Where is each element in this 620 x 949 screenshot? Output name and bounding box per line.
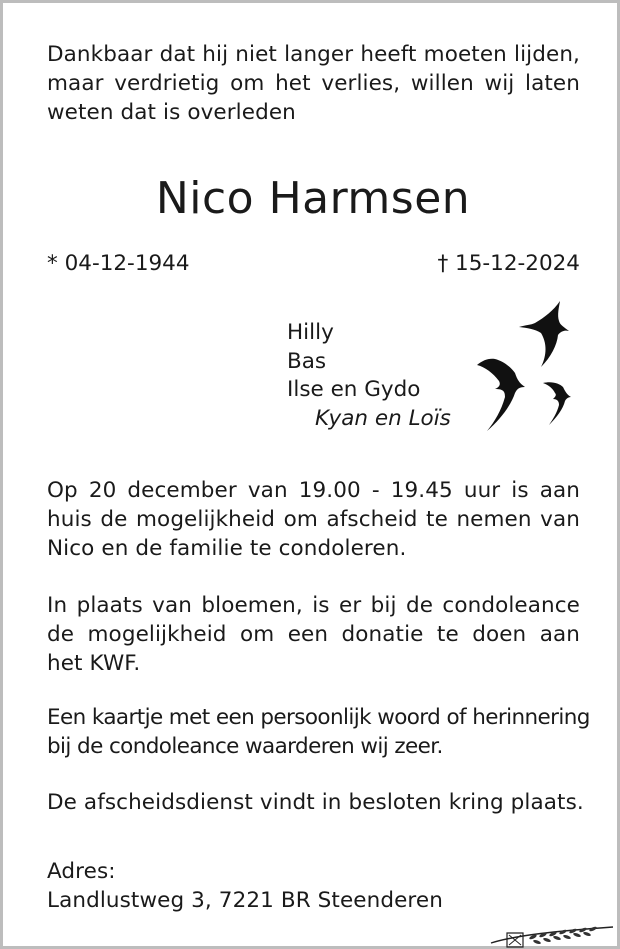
paragraph-line: Op 20 december van 19.00 - 19.45 uur is aan — [47, 478, 580, 503]
paragraph-line: Een kaartje met een persoonlijk woord of herinnering — [47, 705, 590, 730]
paragraph-line: huis de mogelijkheid om afscheid te nemen van — [47, 507, 580, 532]
family-member: Ilse en Gydo — [287, 377, 421, 402]
birth-date: * 04-12-1944 — [47, 251, 190, 276]
intro-line: maar verdrietig om het verlies, willen wij laten — [47, 71, 580, 96]
grandchildren: Kyan en Loïs — [315, 405, 451, 431]
paragraph-line: het KWF. — [47, 651, 141, 676]
service-paragraph — [47, 788, 584, 817]
death-date: † 15-12-2024 — [437, 251, 580, 276]
visitation-paragraph — [47, 476, 580, 563]
life-dates — [47, 249, 580, 279]
paragraph-line: In plaats van bloemen, is er bij de condoleance — [47, 593, 580, 618]
flying-swallows-icon — [465, 295, 575, 435]
intro-line: Dankbaar dat hij niet langer heeft moeten lijden, — [47, 42, 580, 67]
publisher-emblem-icon — [487, 917, 617, 949]
paragraph-line: De afscheidsdienst vindt in besloten kring plaats. — [47, 790, 584, 815]
intro-text — [47, 40, 580, 127]
address-block — [47, 857, 580, 915]
intro-line: weten dat is overleden — [47, 100, 296, 125]
paragraph-line: Nico en de familie te condoleren. — [47, 536, 407, 561]
card-paragraph — [47, 703, 590, 761]
address-line: Landlustweg 3, 7221 BR Steenderen — [47, 888, 443, 913]
paragraph-line: bij de condoleance waarderen wij zeer. — [47, 734, 443, 759]
address-label: Adres: — [47, 859, 116, 884]
donation-paragraph — [47, 591, 580, 678]
family-member: Hilly — [287, 320, 334, 345]
deceased-name: Nico Harmsen — [155, 173, 471, 224]
family-member: Bas — [287, 348, 327, 374]
paragraph-line: de mogelijkheid om een donatie te doen aan — [47, 622, 580, 647]
family-names — [287, 319, 451, 433]
